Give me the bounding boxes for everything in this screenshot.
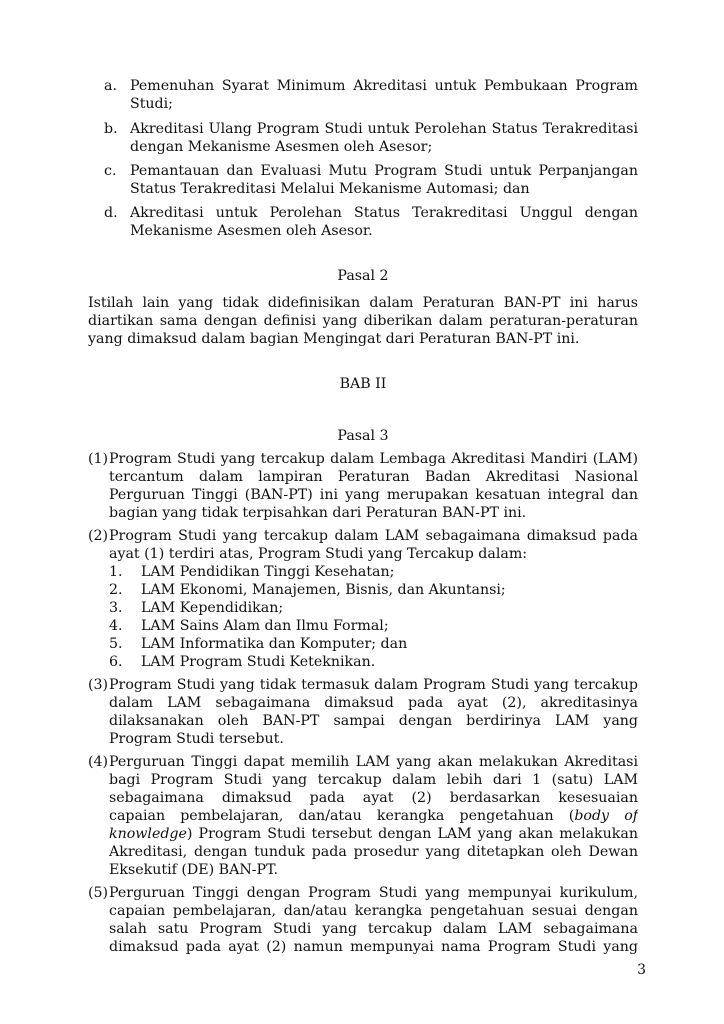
lam-list-num: 5. (109, 636, 123, 652)
ayat-1-line4: bagian yang tidak terpisahkan dari Peraturan BAN-PT ini. (109, 505, 527, 521)
ayat-1-line2: tercantum dalam lampiran Peraturan Badan Akreditasi Nasional (109, 469, 638, 485)
ayat-5-marker: (5) (88, 885, 109, 901)
ayat-3-marker: (3) (88, 677, 109, 693)
lam-list-item: LAM Kependidikan; (141, 600, 284, 616)
ayat-4-line7: Eksekutif (DE) BAN-PT. (109, 862, 278, 878)
ayat-4-line4-text: capaian pembelajaran, dan/atau kerangka pengetahuan ( (109, 808, 575, 824)
pasal-2-heading: Pasal 2 (337, 268, 389, 284)
lam-list-num: 4. (109, 618, 123, 634)
ayat-4-line1: Perguruan Tinggi dapat memilih LAM yang akan melakukan Akreditasi (109, 754, 638, 770)
pasal-2-line3: yang dimaksud dalam bagian Mengingat dari Peraturan BAN-PT ini. (88, 331, 580, 347)
list-item-b-line1: Akreditasi Ulang Program Studi untuk Perolehan Status Terakreditasi (130, 121, 638, 137)
lam-list-num: 1. (109, 564, 123, 580)
ayat-5-line2: capaian pembelajaran, dan/atau kerangka pengetahuan sesuai dengan (109, 903, 638, 919)
ayat-4-line2: bagi Program Studi yang tercakup dalam lebih dari 1 (satu) LAM (109, 772, 638, 788)
lam-list-num: 2. (109, 582, 123, 598)
ayat-4-marker: (4) (88, 754, 109, 770)
pasal-2-line2: diartikan sama dengan definisi yang diberikan dalam peraturan-peraturan (88, 313, 638, 329)
lam-list-item: LAM Informatika dan Komputer; dan (141, 636, 408, 652)
ayat-4-italic-term-2: knowledge (109, 826, 187, 842)
ayat-5-line3: salah satu Program Studi yang tercakup dalam LAM sebagaimana (109, 921, 638, 937)
list-marker-c: c. (104, 163, 117, 179)
list-marker-a: a. (104, 78, 117, 94)
lam-list-item: LAM Sains Alam dan Ilmu Formal; (141, 618, 389, 634)
list-item-a-line2: Studi; (130, 96, 173, 112)
list-item-d-line1: Akreditasi untuk Perolehan Status Terakreditasi Unggul dengan (130, 205, 638, 221)
ayat-2-line1: Program Studi yang tercakup dalam LAM sebagaimana dimaksud pada (109, 528, 638, 544)
page-number: 3 (637, 962, 646, 978)
ayat-5-line1: Perguruan Tinggi dengan Program Studi yang mempunyai kurikulum, (109, 885, 638, 901)
ayat-1-line1: Program Studi yang tercakup dalam Lembaga Akreditasi Mandiri (LAM) (109, 451, 638, 467)
list-marker-d: d. (104, 205, 118, 221)
ayat-4-line5-text: ) Program Studi tersebut dengan LAM yang akan melakukan (186, 826, 638, 842)
list-item-c-line1: Pemantauan dan Evaluasi Mutu Program Studi untuk Perpanjangan (130, 163, 638, 179)
ayat-4-line3: sebagaimana dimaksud pada ayat (2) berdasarkan kesesuaian (109, 790, 638, 806)
ayat-1-marker: (1) (88, 451, 109, 467)
ayat-4-line6: Akreditasi, dengan tunduk pada prosedur yang ditetapkan oleh Dewan (109, 844, 638, 860)
list-item-a-line1: Pemenuhan Syarat Minimum Akreditasi untuk Pembukaan Program (130, 78, 638, 94)
list-marker-b: b. (104, 121, 118, 137)
ayat-3-line3: dilaksanakan oleh BAN-PT sampai dengan berdirinya LAM yang (109, 713, 638, 729)
ayat-1-line3: Perguruan Tinggi (BAN-PT) ini yang merupakan kesatuan integral dan (109, 487, 638, 503)
ayat-5-line4: dimaksud pada ayat (2) namun mempunyai nama Program Studi yang (109, 939, 638, 955)
lam-list-item: LAM Ekonomi, Manajemen, Bisnis, dan Akuntansi; (141, 582, 506, 598)
ayat-3-line2: dalam LAM sebagaimana dimaksud pada ayat (2), akreditasinya (109, 695, 638, 711)
lam-list-num: 3. (109, 600, 123, 616)
ayat-4-italic-term: body of (574, 808, 638, 824)
lam-list-num: 6. (109, 654, 123, 670)
ayat-2-line2: ayat (1) terdiri atas, Program Studi yang Tercakup dalam: (109, 546, 528, 562)
chapter-heading: BAB II (339, 376, 387, 392)
lam-list-item: LAM Pendidikan Tinggi Kesehatan; (141, 564, 395, 580)
pasal-3-heading: Pasal 3 (337, 428, 389, 444)
ayat-4-line4 (109, 808, 638, 825)
ayat-3-line1: Program Studi yang tidak termasuk dalam Program Studi yang tercakup (109, 677, 638, 693)
list-item-b-line2: dengan Mekanisme Asesmen oleh Asesor; (130, 139, 433, 155)
pasal-2-line1: Istilah lain yang tidak didefinisikan dalam Peraturan BAN-PT ini harus (88, 295, 638, 311)
lam-list-item: LAM Program Studi Keteknikan. (141, 654, 376, 670)
list-item-d-line2: Mekanisme Asesmen oleh Asesor. (130, 223, 373, 239)
ayat-3-line4: Program Studi tersebut. (109, 731, 284, 747)
ayat-4-line5 (109, 826, 638, 843)
ayat-2-marker: (2) (88, 528, 109, 544)
list-item-c-line2: Status Terakreditasi Melalui Mekanisme Automasi; dan (130, 181, 530, 197)
